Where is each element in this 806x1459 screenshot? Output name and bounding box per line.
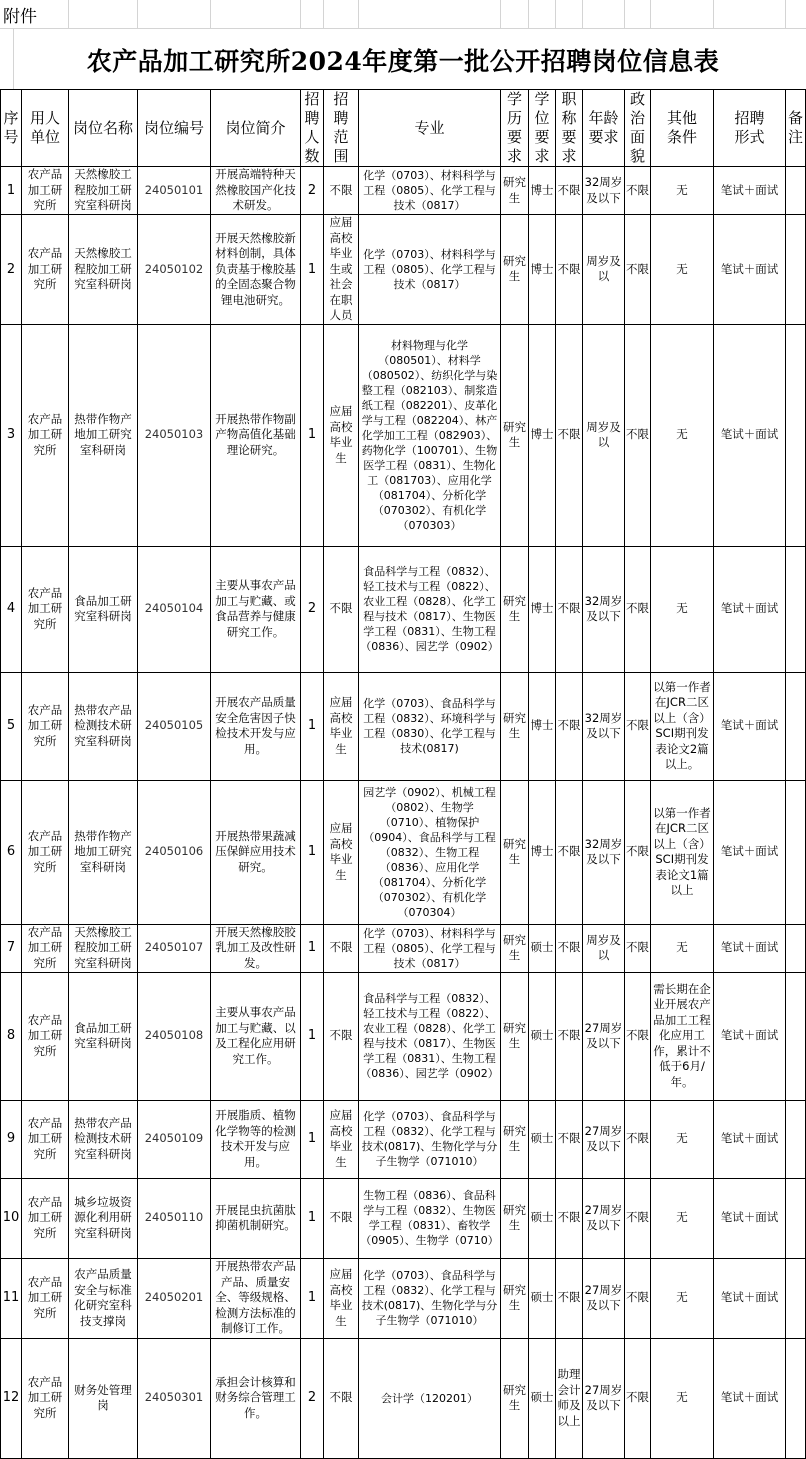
cell-major: 食品科学与工程（0832）、轻工技术与工程（0822）、农业工程（0828）、化学工程与技术（0817）、生物医学工程（0831）、生物工程（0836）、园艺学（0902） (359, 546, 501, 672)
cell-major: 园艺学（0902）、机械工程（0802）、生物学（0710）、植物保护（0904）、食品科学与工程（0832）、生物工程（0836）、应用化学（081704）、分析化学（070302）、有机化学（070304） (359, 780, 501, 924)
cell-major: 食品科学与工程（0832）、轻工技术与工程（0822）、农业工程（0828）、化学工程与技术（0817）、生物医学工程（0831）、生物工程（0836）、园艺学（0902） (359, 972, 501, 1100)
cell-position-code: 24050105 (138, 672, 211, 780)
cell-age: 27周岁及以下 (583, 1258, 625, 1338)
cell-seq: 12 (1, 1338, 22, 1458)
header-position-code: 岗位编号 (138, 90, 211, 167)
cell-education: 研究生 (501, 672, 529, 780)
cell-position-name: 农产品质量安全与标准化研究室科技支撑岗 (69, 1258, 138, 1338)
sheet-gridline (555, 0, 556, 28)
cell-position-name: 食品加工研究室科研岗 (69, 972, 138, 1100)
cell-remark (786, 324, 806, 546)
cell-degree: 博士 (529, 780, 556, 924)
cell-age: 27周岁及以下 (583, 972, 625, 1100)
cell-other: 无 (651, 924, 714, 972)
header-row (1, 90, 806, 167)
cell-seq: 11 (1, 1258, 22, 1338)
header-headcount: 招聘人数 (301, 90, 324, 167)
cell-scope: 不限 (324, 924, 359, 972)
sheet-gridline (68, 0, 69, 28)
cell-remark (786, 215, 806, 325)
sheet-gridline (323, 0, 324, 28)
cell-education: 研究生 (501, 167, 529, 215)
cell-scope: 不限 (324, 167, 359, 215)
cell-education: 研究生 (501, 1258, 529, 1338)
table-row (1, 1178, 806, 1258)
header-degree: 学位要求 (529, 90, 556, 167)
sheet-gridline (582, 0, 583, 28)
cell-title-req: 不限 (556, 780, 583, 924)
cell-position-code: 24050201 (138, 1258, 211, 1338)
cell-other: 无 (651, 215, 714, 325)
cell-unit: 农产品加工研究所 (22, 780, 69, 924)
cell-degree: 硕士 (529, 1100, 556, 1178)
cell-major: 会计学（120201） (359, 1338, 501, 1458)
cell-other: 以第一作者在JCR二区以上（含）SCI期刊发表论文2篇以上。 (651, 672, 714, 780)
cell-headcount: 2 (301, 546, 324, 672)
cell-title-req: 不限 (556, 167, 583, 215)
cell-position-desc: 开展天然橡胶胶乳加工及改性研发。 (211, 924, 301, 972)
cell-remark (786, 546, 806, 672)
header-method: 招聘形式 (714, 90, 786, 167)
cell-position-desc: 开展天然橡胶新材料创制，具体负责基于橡胶基的全固态聚合物锂电池研究。 (211, 215, 301, 325)
cell-unit: 农产品加工研究所 (22, 924, 69, 972)
cell-position-name: 财务处管理岗 (69, 1338, 138, 1458)
cell-political: 不限 (625, 1258, 651, 1338)
table-row (1, 546, 806, 672)
cell-age: 32周岁及以下 (583, 167, 625, 215)
cell-major: 生物工程（0836）、食品科学与工程（0832）、生物医学工程（0831）、畜牧学（0905）、生物学（0710） (359, 1178, 501, 1258)
cell-headcount: 2 (301, 1338, 324, 1458)
cell-remark (786, 672, 806, 780)
cell-seq: 9 (1, 1100, 22, 1178)
cell-unit: 农产品加工研究所 (22, 1100, 69, 1178)
cell-position-code: 24050109 (138, 1100, 211, 1178)
cell-education: 研究生 (501, 1100, 529, 1178)
cell-headcount: 1 (301, 780, 324, 924)
cell-remark (786, 1338, 806, 1458)
cell-political: 不限 (625, 972, 651, 1100)
cell-age: 周岁及以 (583, 924, 625, 972)
cell-position-code: 24050104 (138, 546, 211, 672)
cell-position-desc: 主要从事农产品加工与贮藏、或食品营养与健康研究工作。 (211, 546, 301, 672)
cell-major: 化学（0703）、材料科学与工程（0805）、化学工程与技术（0817） (359, 167, 501, 215)
cell-other: 需长期在企业开展农产品加工工程化应用工作，累计不低于6月/年。 (651, 972, 714, 1100)
cell-position-name: 食品加工研究室科研岗 (69, 546, 138, 672)
sheet-gridline (137, 0, 138, 28)
cell-scope: 不限 (324, 1178, 359, 1258)
cell-method: 笔试＋面试 (714, 672, 786, 780)
cell-political: 不限 (625, 324, 651, 546)
cell-political: 不限 (625, 924, 651, 972)
cell-position-desc: 开展热带果蔬减压保鲜应用技术研究。 (211, 780, 301, 924)
cell-education: 研究生 (501, 924, 529, 972)
cell-scope: 应届高校毕业生 (324, 1100, 359, 1178)
cell-age: 27周岁及以下 (583, 1338, 625, 1458)
cell-title-req: 不限 (556, 924, 583, 972)
cell-age: 32周岁及以下 (583, 546, 625, 672)
attachment-label: 附件 (3, 7, 37, 27)
cell-seq: 3 (1, 324, 22, 546)
cell-method: 笔试＋面试 (714, 1338, 786, 1458)
cell-headcount: 1 (301, 924, 324, 972)
cell-remark (786, 780, 806, 924)
cell-position-code: 24050101 (138, 167, 211, 215)
sheet-gridline (358, 0, 359, 28)
cell-degree: 博士 (529, 672, 556, 780)
sheet-gridline (300, 0, 301, 28)
table-row (1, 1338, 806, 1458)
cell-political: 不限 (625, 546, 651, 672)
cell-method: 笔试＋面试 (714, 780, 786, 924)
cell-headcount: 1 (301, 672, 324, 780)
header-title-req: 职称要求 (556, 90, 583, 167)
cell-method: 笔试＋面试 (714, 1100, 786, 1178)
cell-title-req: 不限 (556, 672, 583, 780)
cell-position-name: 天然橡胶工程胶加工研究室科研岗 (69, 924, 138, 972)
sheet-gridline (500, 0, 501, 28)
header-other: 其他条件 (651, 90, 714, 167)
cell-major: 化学（0703）、食品科学与工程（0832）、化学工程与技术(0817)、生物化学与分子生物学（071010） (359, 1100, 501, 1178)
sheet-gridline (624, 0, 625, 28)
cell-unit: 农产品加工研究所 (22, 972, 69, 1100)
header-major: 专业 (359, 90, 501, 167)
table-row (1, 215, 806, 325)
cell-political: 不限 (625, 1178, 651, 1258)
cell-other: 无 (651, 1178, 714, 1258)
header-education: 学历要求 (501, 90, 529, 167)
cell-position-code: 24050108 (138, 972, 211, 1100)
cell-other: 无 (651, 546, 714, 672)
header-unit: 用人单位 (22, 90, 69, 167)
cell-age: 周岁及以 (583, 215, 625, 325)
cell-education: 研究生 (501, 215, 529, 325)
cell-other: 以第一作者在JCR二区以上（含）SCI期刊发表论文1篇以上 (651, 780, 714, 924)
cell-major: 化学（0703）、材料科学与工程（0805）、化学工程与技术（0817） (359, 924, 501, 972)
cell-title-req: 不限 (556, 546, 583, 672)
table-row (1, 1258, 806, 1338)
cell-position-desc: 开展高端特种天然橡胶国产化技术研发。 (211, 167, 301, 215)
cell-age: 32周岁及以下 (583, 672, 625, 780)
cell-headcount: 1 (301, 324, 324, 546)
cell-degree: 硕士 (529, 1258, 556, 1338)
cell-degree: 硕士 (529, 1338, 556, 1458)
cell-method: 笔试＋面试 (714, 1178, 786, 1258)
sheet-gridline (650, 0, 651, 28)
cell-age: 周岁及以 (583, 324, 625, 546)
cell-position-code: 24050102 (138, 215, 211, 325)
cell-position-desc: 开展脂质、植物化学物等的检测技术开发与应用。 (211, 1100, 301, 1178)
cell-remark (786, 1100, 806, 1178)
recruitment-table (0, 89, 806, 1459)
cell-major: 化学（0703）、食品科学与工程（0832）、环境科学与工程（0830）、化学工程与技术(0817) (359, 672, 501, 780)
cell-unit: 农产品加工研究所 (22, 215, 69, 325)
header-political: 政治面貌 (625, 90, 651, 167)
sheet-gridline (528, 0, 529, 28)
cell-scope: 应届高校毕业生 (324, 324, 359, 546)
cell-education: 研究生 (501, 324, 529, 546)
cell-position-desc: 开展农产品质量安全危害因子快检技术开发与应用。 (211, 672, 301, 780)
table-row (1, 167, 806, 215)
cell-position-name: 热带农产品检测技术研究室科研岗 (69, 1100, 138, 1178)
cell-title-req: 不限 (556, 324, 583, 546)
table-row (1, 924, 806, 972)
cell-political: 不限 (625, 780, 651, 924)
cell-scope: 不限 (324, 1338, 359, 1458)
cell-headcount: 1 (301, 1258, 324, 1338)
cell-remark (786, 1178, 806, 1258)
cell-unit: 农产品加工研究所 (22, 324, 69, 546)
sheet-gridline (785, 0, 786, 28)
cell-remark (786, 167, 806, 215)
cell-degree: 博士 (529, 167, 556, 215)
table-row (1, 780, 806, 924)
cell-position-name: 热带农产品检测技术研究室科研岗 (69, 672, 138, 780)
cell-degree: 博士 (529, 546, 556, 672)
header-seq: 序号 (1, 90, 22, 167)
cell-title-req: 不限 (556, 972, 583, 1100)
cell-education: 研究生 (501, 972, 529, 1100)
cell-unit: 农产品加工研究所 (22, 1258, 69, 1338)
cell-position-code: 24050110 (138, 1178, 211, 1258)
cell-headcount: 1 (301, 1178, 324, 1258)
cell-age: 27周岁及以下 (583, 1178, 625, 1258)
cell-title-req: 不限 (556, 215, 583, 325)
cell-position-desc: 开展昆虫抗菌肽抑菌机制研究。 (211, 1178, 301, 1258)
cell-position-name: 热带作物产地加工研究室科研岗 (69, 324, 138, 546)
cell-seq: 10 (1, 1178, 22, 1258)
cell-major: 材料物理与化学（080501）、材料学（080502）、纺织化学与染整工程（082103）、制浆造纸工程（082201）、皮革化学与工程（082204）、林产化学加工工程（082903）、药物化学（100701）、生物医学工程（0831）、生物化工（081703）、应用化学（081704）、分析化学（070302）、有机化学（070303） (359, 324, 501, 546)
cell-other: 无 (651, 1338, 714, 1458)
cell-unit: 农产品加工研究所 (22, 672, 69, 780)
cell-seq: 5 (1, 672, 22, 780)
cell-seq: 8 (1, 972, 22, 1100)
table-row (1, 324, 806, 546)
cell-seq: 7 (1, 924, 22, 972)
cell-political: 不限 (625, 1100, 651, 1178)
cell-position-desc: 承担会计核算和财务综合管理工作。 (211, 1338, 301, 1458)
cell-scope: 不限 (324, 972, 359, 1100)
cell-scope: 不限 (324, 546, 359, 672)
cell-degree: 博士 (529, 324, 556, 546)
cell-political: 不限 (625, 215, 651, 325)
cell-method: 笔试＋面试 (714, 546, 786, 672)
cell-headcount: 1 (301, 215, 324, 325)
cell-title-req: 不限 (556, 1100, 583, 1178)
cell-unit: 农产品加工研究所 (22, 1178, 69, 1258)
cell-education: 研究生 (501, 546, 529, 672)
attachment-bar (0, 0, 806, 29)
cell-unit: 农产品加工研究所 (22, 1338, 69, 1458)
cell-scope: 应届高校毕业生 (324, 1258, 359, 1338)
cell-education: 研究生 (501, 1338, 529, 1458)
cell-major: 化学（0703）、食品科学与工程（0832）、化学工程与技术(0817)、生物化学与分子生物学（071010） (359, 1258, 501, 1338)
header-remark: 备注 (786, 90, 806, 167)
cell-remark (786, 1258, 806, 1338)
cell-other: 无 (651, 167, 714, 215)
cell-position-name: 城乡垃圾资源化利用研究室科研岗 (69, 1178, 138, 1258)
cell-political: 不限 (625, 1338, 651, 1458)
cell-degree: 硕士 (529, 924, 556, 972)
cell-title-req: 不限 (556, 1258, 583, 1338)
table-row (1, 672, 806, 780)
cell-scope: 应届高校毕业生或社会在职人员 (324, 215, 359, 325)
header-scope: 招聘范围 (324, 90, 359, 167)
title-bar (0, 28, 806, 89)
cell-seq: 2 (1, 215, 22, 325)
cell-position-name: 天然橡胶工程胶加工研究室科研岗 (69, 167, 138, 215)
cell-method: 笔试＋面试 (714, 972, 786, 1100)
cell-method: 笔试＋面试 (714, 215, 786, 325)
cell-position-code: 24050103 (138, 324, 211, 546)
cell-degree: 博士 (529, 215, 556, 325)
cell-headcount: 1 (301, 1100, 324, 1178)
cell-age: 27周岁及以下 (583, 1100, 625, 1178)
cell-remark (786, 972, 806, 1100)
header-age: 年龄要求 (583, 90, 625, 167)
cell-title-req: 不限 (556, 1178, 583, 1258)
cell-seq: 1 (1, 167, 22, 215)
cell-headcount: 2 (301, 167, 324, 215)
cell-position-code: 24050301 (138, 1338, 211, 1458)
cell-seq: 4 (1, 546, 22, 672)
cell-method: 笔试＋面试 (714, 324, 786, 546)
cell-scope: 应届高校毕业生 (324, 780, 359, 924)
cell-political: 不限 (625, 167, 651, 215)
header-position-name: 岗位名称 (69, 90, 138, 167)
sheet-gridline (210, 0, 211, 28)
cell-remark (786, 924, 806, 972)
cell-degree: 硕士 (529, 1178, 556, 1258)
cell-education: 研究生 (501, 780, 529, 924)
cell-method: 笔试＋面试 (714, 924, 786, 972)
cell-other: 无 (651, 1100, 714, 1178)
cell-position-name: 天然橡胶工程胶加工研究室科研岗 (69, 215, 138, 325)
table-row (1, 1100, 806, 1178)
cell-education: 研究生 (501, 1178, 529, 1258)
header-position-desc: 岗位简介 (211, 90, 301, 167)
cell-title-req: 助理会计师及以上 (556, 1338, 583, 1458)
cell-unit: 农产品加工研究所 (22, 167, 69, 215)
sheet-gridline (713, 0, 714, 28)
cell-position-name: 热带作物产地加工研究室科研岗 (69, 780, 138, 924)
cell-major: 化学（0703）、材料科学与工程（0805）、化学工程与技术（0817） (359, 215, 501, 325)
cell-scope: 应届高校毕业生 (324, 672, 359, 780)
cell-other: 无 (651, 324, 714, 546)
cell-seq: 6 (1, 780, 22, 924)
cell-position-desc: 主要从事农产品加工与贮藏、以及工程化应用研究工作。 (211, 972, 301, 1100)
cell-degree: 硕士 (529, 972, 556, 1100)
cell-position-desc: 开展热带作物副产物高值化基础理论研究。 (211, 324, 301, 546)
cell-unit: 农产品加工研究所 (22, 546, 69, 672)
cell-position-code: 24050107 (138, 924, 211, 972)
cell-position-code: 24050106 (138, 780, 211, 924)
cell-age: 32周岁及以下 (583, 780, 625, 924)
page-title: 农产品加工研究所2024年度第一批公开招聘岗位信息表 (86, 47, 720, 76)
cell-position-desc: 开展热带农产品产品、质量安全、等级规格、检测方法标准的制修订工作。 (211, 1258, 301, 1338)
cell-method: 笔试＋面试 (714, 1258, 786, 1338)
cell-method: 笔试＋面试 (714, 167, 786, 215)
cell-other: 无 (651, 1258, 714, 1338)
cell-political: 不限 (625, 672, 651, 780)
cell-headcount: 1 (301, 972, 324, 1100)
table-row (1, 972, 806, 1100)
